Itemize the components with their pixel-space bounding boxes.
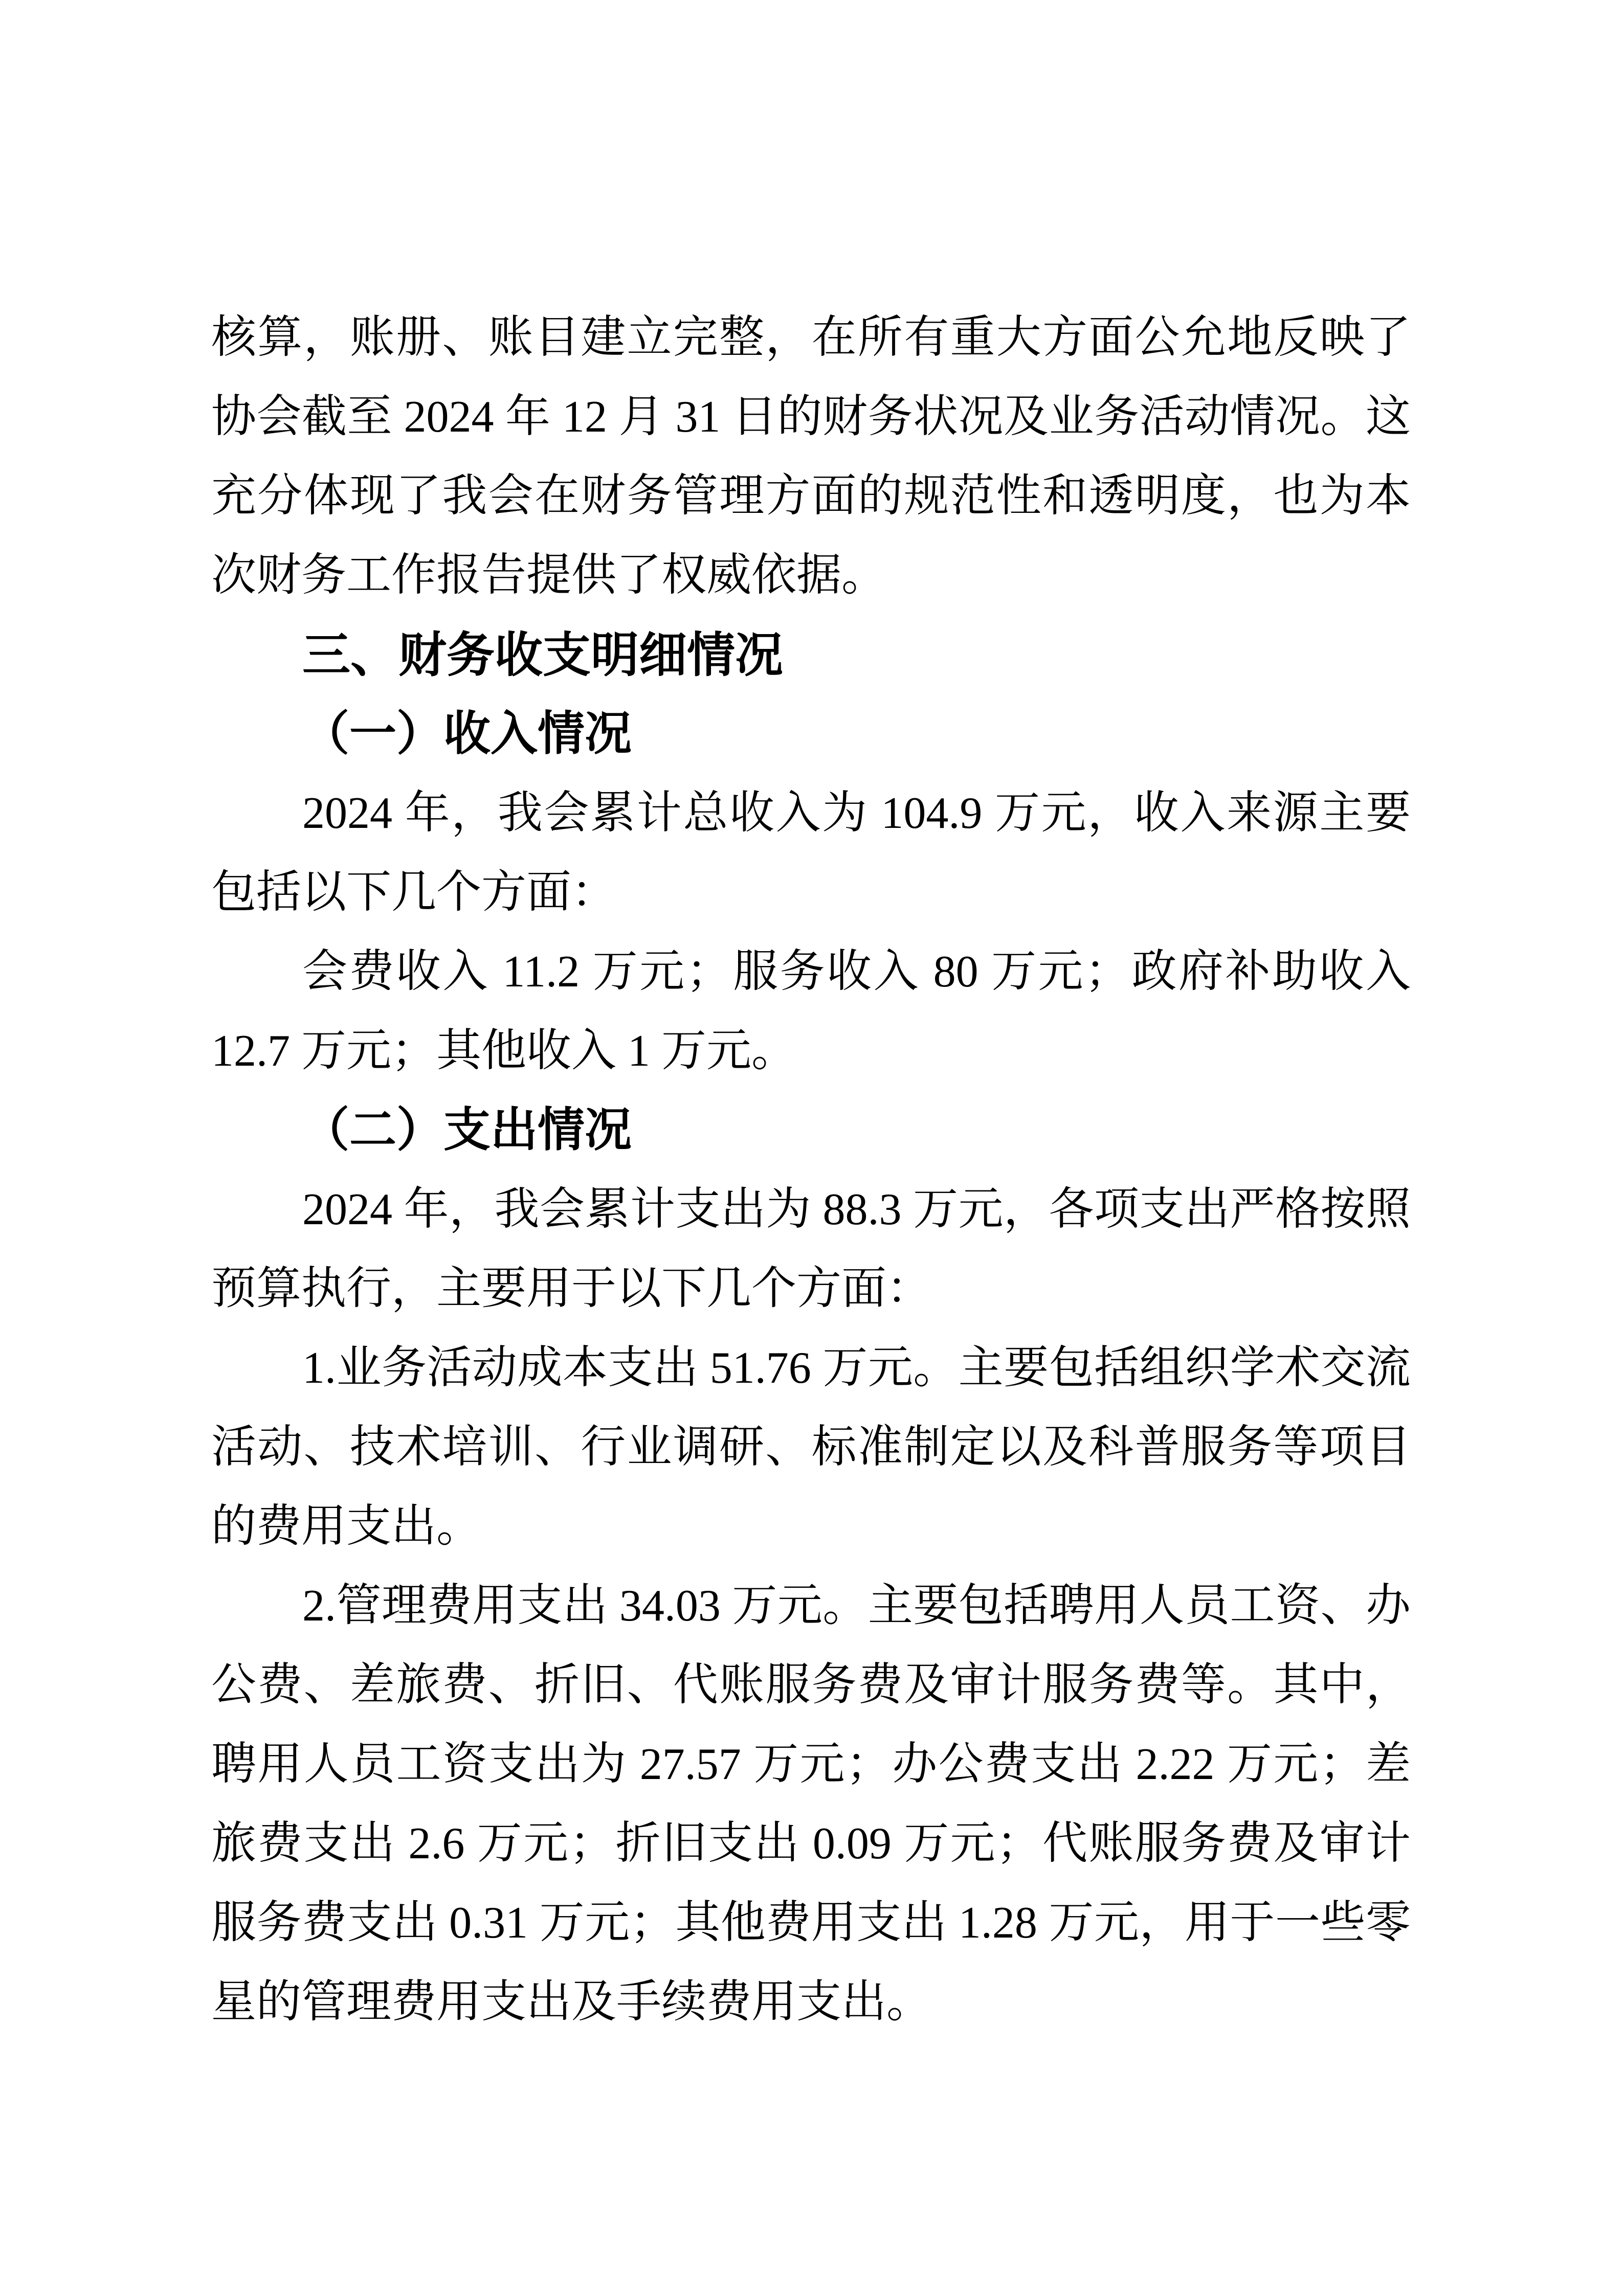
section-heading: 三、财务收支明细情况 bbox=[302, 628, 784, 682]
text-line: 旅费支出 2.6 万元；折旧支出 0.09 万元；代账服务费及审计 bbox=[211, 1819, 1411, 1869]
text-line: 聘用人员工资支出为 27.57 万元；办公费支出 2.22 万元；差 bbox=[211, 1740, 1411, 1789]
text-line: 2.管理费用支出 34.03 万元。主要包括聘用人员工资、办 bbox=[302, 1581, 1411, 1631]
text-line: 1.业务活动成本支出 51.76 万元。主要包括组织学术交流 bbox=[302, 1343, 1411, 1393]
text-line: 会费收入 11.2 万元；服务收入 80 万元；政府补助收入 bbox=[302, 947, 1411, 997]
text-line: 活动、技术培训、行业调研、标准制定以及科普服务等项目 bbox=[211, 1423, 1411, 1472]
text-line: 包括以下几个方面： bbox=[211, 868, 617, 917]
document-body bbox=[211, 298, 1411, 2042]
text-line: 2024 年，我会累计总收入为 104.9 万元，收入来源主要 bbox=[302, 789, 1411, 838]
text-line: 的费用支出。 bbox=[211, 1502, 482, 1551]
subsection-heading: （一）收入情况 bbox=[302, 708, 632, 760]
text-line: 星的管理费用支出及手续费用支出。 bbox=[211, 1977, 932, 2027]
text-line: 2024 年，我会累计支出为 88.3 万元，各项支出严格按照 bbox=[302, 1185, 1411, 1234]
text-line: 充分体现了我会在财务管理方面的规范性和透明度，也为本 bbox=[211, 471, 1411, 521]
subsection-heading: （二）支出情况 bbox=[302, 1104, 632, 1156]
text-line: 次财务工作报告提供了权威依据。 bbox=[211, 551, 887, 600]
text-line: 核算，账册、账目建立完整，在所有重大方面公允地反映了 bbox=[211, 313, 1411, 363]
text-line: 协会截至 2024 年 12 月 31 日的财务状况及业务活动情况。这 bbox=[211, 392, 1411, 442]
text-line: 公费、差旅费、折旧、代账服务费及审计服务费等。其中， bbox=[211, 1660, 1411, 1710]
text-line: 服务费支出 0.31 万元；其他费用支出 1.28 万元，用于一些零 bbox=[211, 1898, 1411, 1948]
text-line: 12.7 万元；其他收入 1 万元。 bbox=[211, 1026, 797, 1076]
text-line: 预算执行，主要用于以下几个方面： bbox=[211, 1264, 932, 1314]
